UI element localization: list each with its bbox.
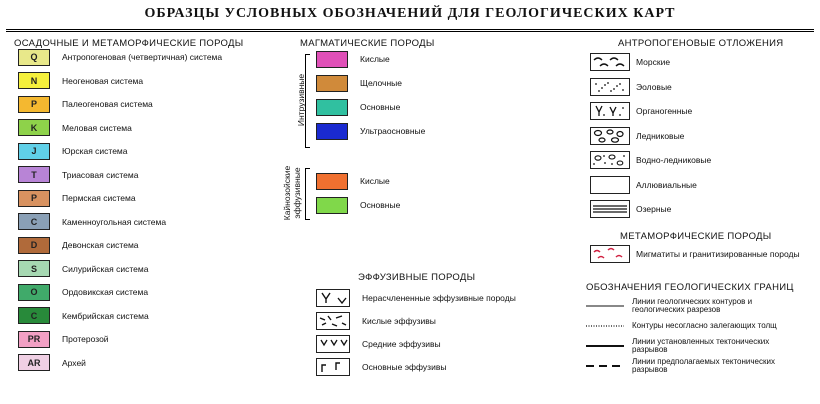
anthropogenic-label: Морские — [636, 57, 671, 67]
sedimentary-row — [18, 188, 136, 208]
boundary-line-icon — [586, 300, 626, 312]
sedimentary-label: Палеогеновая система — [62, 99, 153, 109]
anthropogenic-label: Водно-ледниковые — [636, 155, 712, 165]
intrusive-label-text: Основные — [360, 102, 401, 112]
sedimentary-swatch: Q — [18, 49, 50, 66]
boundary-line-icon — [586, 320, 626, 332]
boundary-label-line1: Линии геологических контуров и — [632, 297, 753, 306]
title-rule-2 — [6, 31, 814, 32]
effusive-label — [282, 148, 302, 238]
sedimentary-swatch: P — [18, 190, 50, 207]
sedimentary-label: Неогеновая система — [62, 75, 144, 86]
effusive-rock-row — [316, 334, 441, 354]
effusive-rock-row — [316, 357, 446, 377]
intrusive-row — [316, 97, 400, 117]
anthropogenic-pattern-icon — [590, 200, 630, 218]
sedimentary-label: Пермская система — [62, 193, 136, 203]
sedimentary-header: ОСАДОЧНЫЕ И МЕТАМОРФИЧЕСКИЕ ПОРОДЫ — [14, 38, 244, 49]
anthropogenic-pattern-icon — [590, 151, 630, 169]
sedimentary-swatch: C — [18, 307, 50, 324]
boundary-line-icon — [586, 340, 626, 352]
sedimentary-row — [18, 259, 148, 279]
intermediate-effusive-icon — [316, 335, 350, 353]
sedimentary-row — [18, 71, 143, 91]
anthropogenic-pattern-icon — [590, 53, 630, 71]
effusive-label-line1: Кайнозойские — [282, 165, 292, 221]
magmatic-effusive-label: Основные — [360, 200, 401, 210]
boundary-label — [632, 298, 752, 314]
boundary-label-line1: Контуры несогласно залегающих толщ — [632, 321, 777, 330]
sedimentary-row — [18, 235, 139, 255]
intrusive-label-text: Кислые — [360, 54, 390, 64]
metamorphic-header: МЕТАМОРФИЧЕСКИЕ ПОРОДЫ — [620, 231, 772, 242]
boundary-label-line1: Линии предполагаемых тектонических — [632, 357, 775, 366]
boundary-row — [586, 316, 777, 336]
intrusive-label-text: Ультраосновные — [360, 126, 426, 136]
anthropogenic-label: Ледниковые — [636, 130, 685, 141]
sedimentary-row — [18, 165, 138, 185]
metamorphic-label: Мигматиты и гранитизированные породы — [636, 249, 800, 259]
anthropogenic-label: Эоловые — [636, 81, 672, 92]
sedimentary-swatch: C — [18, 213, 50, 230]
sedimentary-row — [18, 212, 166, 232]
anthropogenic-row — [590, 199, 671, 219]
sedimentary-swatch: K — [18, 119, 50, 136]
intrusive-swatch — [316, 99, 348, 116]
anthropogenic-pattern-icon — [590, 102, 630, 120]
sedimentary-row — [18, 353, 86, 373]
boundary-line-icon — [586, 360, 626, 372]
sedimentary-swatch: J — [18, 143, 50, 160]
anthropogenic-label: Органогенные — [636, 106, 693, 116]
unsplit-effusive-icon — [316, 289, 350, 307]
effusive-rock-row — [316, 311, 436, 331]
effusive-rock-label: Средние эффузивы — [362, 339, 441, 349]
intrusive-swatch — [316, 123, 348, 140]
intrusive-swatch — [316, 75, 348, 92]
sedimentary-label: Силурийская система — [62, 263, 149, 274]
anthropogenic-pattern-icon — [590, 78, 630, 96]
effusive-rock-label: Кислые эффузивы — [362, 316, 436, 326]
sedimentary-row — [18, 141, 128, 161]
acid-effusive-icon — [316, 312, 350, 330]
boundary-label-line2: разрывов — [632, 345, 668, 354]
anthropogenic-row — [590, 101, 692, 121]
boundary-label-line2: геологических разрезов — [632, 305, 721, 314]
sedimentary-label: Меловая система — [62, 122, 132, 133]
sedimentary-swatch: P — [18, 96, 50, 113]
sedimentary-swatch: O — [18, 284, 50, 301]
sedimentary-label: Девонская система — [62, 240, 139, 250]
boundaries-header: ОБОЗНАЧЕНИЯ ГЕОЛОГИЧЕСКИХ ГРАНИЦ — [586, 282, 794, 293]
anthropogenic-row — [590, 77, 672, 97]
intrusive-swatch — [316, 51, 348, 68]
boundary-row — [586, 336, 769, 356]
intrusive-row — [316, 121, 425, 141]
sedimentary-label: Ордовикская система — [62, 287, 149, 297]
sedimentary-label: Протерозой — [62, 334, 109, 344]
sedimentary-swatch: S — [18, 260, 50, 277]
sedimentary-swatch: PR — [18, 331, 50, 348]
boundary-row — [586, 356, 775, 376]
anthropogenic-pattern-icon — [590, 176, 630, 194]
anthropogenic-label: Озерные — [636, 204, 672, 214]
sedimentary-label: Архей — [62, 357, 86, 368]
effusive-rock-label: Основные эффузивы — [362, 362, 447, 372]
effusive-label-line2: эффузивные — [292, 167, 302, 219]
anthropogenic-row — [590, 52, 670, 72]
magmatic-effusive-label: Кислые — [360, 176, 390, 186]
sedimentary-label: Каменноугольная система — [62, 216, 167, 227]
sedimentary-swatch: D — [18, 237, 50, 254]
boundary-row — [586, 296, 752, 316]
sedimentary-label: Кембрийская система — [62, 310, 149, 321]
sedimentary-label: Триасовая система — [62, 169, 139, 180]
page-title: ОБРАЗЦЫ УСЛОВНЫХ ОБОЗНАЧЕНИЙ ДЛЯ ГЕОЛОГИЧЕСКИХ КАРТ — [144, 6, 676, 21]
anthropogenic-pattern-icon — [590, 127, 630, 145]
magmatic-effusive-swatch — [316, 197, 348, 214]
sedimentary-label: Антропогеновая (четвертичная) система — [62, 52, 223, 62]
intrusive-label: Интрузивные — [296, 73, 306, 127]
basic-effusive-icon — [316, 358, 350, 376]
boundary-label — [632, 322, 777, 330]
magmatic-header: МАГМАТИЧЕСКИЕ ПОРОДЫ — [300, 38, 435, 49]
intrusive-row — [316, 49, 390, 69]
migmatite-icon — [590, 245, 630, 263]
sedimentary-swatch: AR — [18, 354, 50, 371]
sedimentary-row — [18, 282, 148, 302]
effusive-brace — [305, 168, 310, 220]
magmatic-effusive-row — [316, 195, 400, 215]
sedimentary-row — [18, 94, 153, 114]
boundary-label-line1: Линии установленных тектонических — [632, 337, 770, 346]
anthropogenic-row — [590, 175, 697, 195]
magmatic-effusive-swatch — [316, 173, 348, 190]
sedimentary-swatch: T — [18, 166, 50, 183]
boundary-label-line2: разрывов — [632, 365, 668, 374]
intrusive-label-text: Щелочные — [360, 78, 402, 88]
sedimentary-row — [18, 329, 109, 349]
sedimentary-swatch: N — [18, 72, 50, 89]
boundary-label — [632, 338, 769, 354]
effusive-rock-row — [316, 288, 516, 308]
magmatic-effusive-row — [316, 171, 390, 191]
effusive-rocks-header: ЭФФУЗИВНЫЕ ПОРОДЫ — [358, 272, 476, 283]
anthropogenic-header: АНТРОПОГЕНОВЫЕ ОТЛОЖЕНИЯ — [618, 38, 784, 49]
sedimentary-row — [18, 118, 132, 138]
sedimentary-label: Юрская система — [62, 146, 128, 156]
title-rule — [6, 29, 814, 30]
anthropogenic-row — [590, 150, 711, 170]
sedimentary-row — [18, 306, 149, 326]
anthropogenic-row — [590, 126, 684, 146]
boundary-label — [632, 358, 775, 374]
metamorphic-row — [590, 244, 800, 264]
intrusive-row — [316, 73, 402, 93]
anthropogenic-label: Аллювиальные — [636, 179, 697, 190]
effusive-rock-label: Нерасчлененные эффузивные породы — [362, 293, 516, 303]
sedimentary-row — [18, 47, 222, 67]
